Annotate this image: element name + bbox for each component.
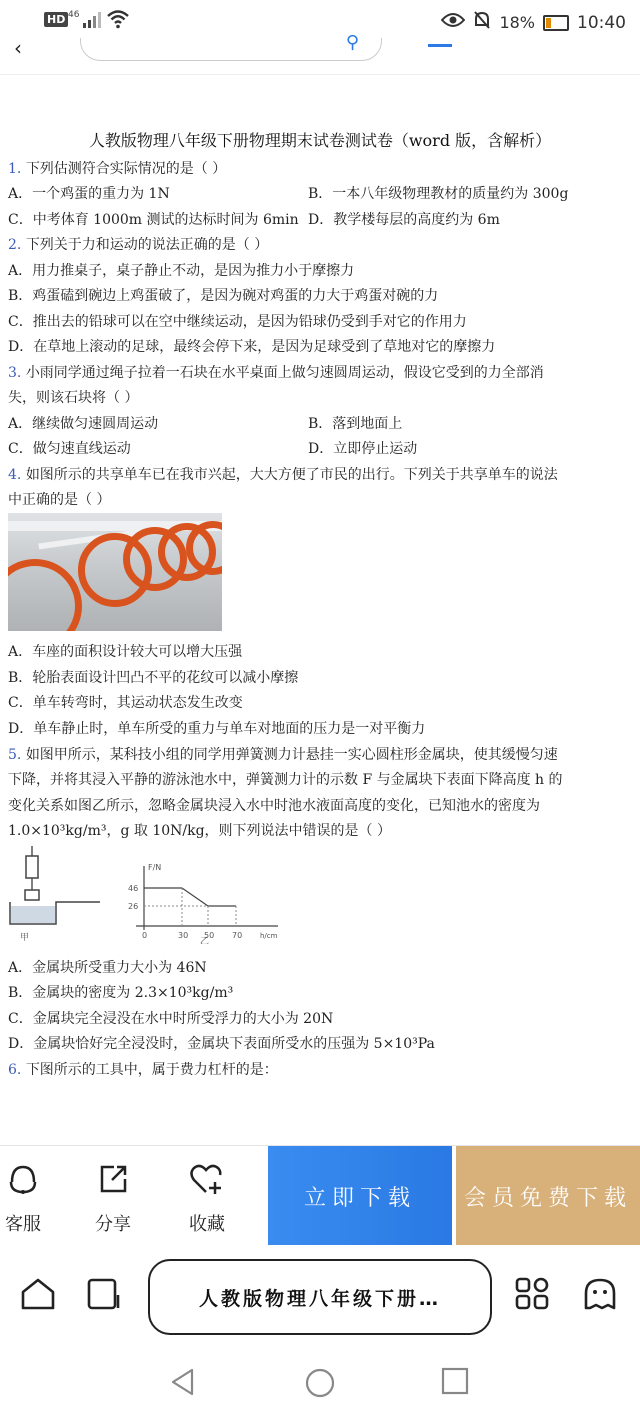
- option-line: C．中考体育 1000m 测试的达标时间为 6min: [8, 212, 299, 228]
- mute-bell-icon: [473, 10, 491, 35]
- wifi-icon: [106, 8, 130, 35]
- shared-bike-image: [8, 513, 222, 631]
- line-text: C．推出去的铅球可以在空中继续运动，是因为铅球仍受到手对它的作用力: [8, 314, 467, 330]
- hd-indicator: HD: [44, 12, 68, 27]
- clock: 10:40: [577, 12, 626, 33]
- line-text: 失，则该石块将（ ）: [8, 390, 139, 406]
- text-line: [8, 957, 207, 977]
- option-line: A．继续做匀速圆周运动: [8, 416, 159, 432]
- question-line: [8, 158, 226, 178]
- svg-text:50: 50: [204, 931, 215, 940]
- svg-text:26: 26: [128, 902, 139, 911]
- svg-text:0: 0: [142, 931, 148, 940]
- line-text: C．金属块完全浸没在水中时所受浮力的大小为 20N: [8, 1011, 334, 1027]
- download-button[interactable]: 立即下载: [268, 1146, 452, 1246]
- line-text: A．用力推桌子，桌子静止不动，是因为推力小于摩擦力: [8, 263, 355, 279]
- eye-comfort-icon: [441, 12, 465, 33]
- line-text: A．金属块所受重力大小为 46N: [8, 960, 207, 976]
- vip-download-button[interactable]: 会员免费下载: [456, 1146, 640, 1246]
- line-text: 中正确的是（ ）: [8, 492, 111, 508]
- line-text: 小雨同学通过绳子拉着一石块在水平桌面上做匀速圆周运动，假设它受到的力全部消: [25, 365, 544, 381]
- figure-label-jia: 甲: [20, 933, 30, 943]
- line-text: B．金属块的密度为 2.3×10³kg/m³: [8, 985, 234, 1001]
- line-text: A．车座的面积设计较大可以增大压强: [8, 644, 243, 660]
- share-label: 分享: [95, 1214, 131, 1235]
- share-icon: [68, 1162, 158, 1204]
- text-line: [8, 795, 540, 815]
- question-number: 6.: [8, 1062, 22, 1078]
- back-icon[interactable]: ‹: [14, 36, 22, 60]
- text-line: [8, 667, 298, 687]
- text-line: [8, 260, 354, 280]
- action-bar: [0, 1145, 640, 1246]
- text-line: [8, 1008, 333, 1028]
- line-text: 下列估测符合实际情况的是（ ）: [25, 161, 227, 177]
- question-number: 4.: [8, 467, 22, 483]
- option-line: D．教学楼每层的高度约为 6m: [308, 212, 500, 228]
- line-text: D．单车静止时，单车所受的重力与单车对地面的压力是一对平衡力: [8, 721, 426, 737]
- system-nav-bar: [0, 1345, 640, 1422]
- option-line: A．一个鸡蛋的重力为 1N: [8, 186, 170, 202]
- signal-icon: [82, 12, 102, 28]
- line-text: 变化关系如图乙所示，忽略金属块浸入水中时池水液面高度的变化，已知池水的密度为: [8, 798, 540, 814]
- network-type: 46: [68, 10, 80, 20]
- share-button[interactable]: [68, 1146, 158, 1246]
- text-line: [8, 387, 138, 407]
- line-text: 如图所示的共享单车已在我市兴起，大大方便了市民的出行。下列关于共享单车的说法: [25, 467, 558, 483]
- option-line: C．做匀速直线运动: [8, 441, 131, 457]
- text-line: [8, 641, 242, 661]
- question-number: 1.: [8, 161, 22, 177]
- battery-percent: 18%: [499, 13, 535, 32]
- line-text: B．鸡蛋磕到碗边上鸡蛋破了，是因为碗对鸡蛋的力大于鸡蛋对碗的力: [8, 288, 439, 304]
- line-text: 如图甲所示，某科技小组的同学用弹簧测力计悬挂一实心圆柱形金属块，使其缓慢匀速: [25, 747, 558, 763]
- option-line: B．落到地面上: [308, 416, 403, 432]
- system-back-icon[interactable]: [168, 1367, 198, 1404]
- search-box[interactable]: [80, 32, 382, 61]
- text-line: [8, 489, 110, 509]
- text-line: [8, 820, 391, 840]
- home-icon[interactable]: [20, 1277, 56, 1320]
- doc-title: 人教版物理八年级下册物理期末试卷测试卷（word 版，含解析）: [88, 131, 552, 150]
- service-label: 客服: [5, 1214, 41, 1235]
- search-icon[interactable]: ⚲: [345, 32, 359, 53]
- service-button[interactable]: [0, 1146, 68, 1246]
- question-line: [8, 744, 558, 764]
- question-number: 5.: [8, 747, 22, 763]
- line-text: 下降，并将其浸入平静的游泳池水中，弹簧测力计的示数 F 与金属块下表面下降高度 h 的: [8, 772, 563, 788]
- text-line: [8, 982, 233, 1002]
- text-line: [8, 769, 563, 789]
- text-line: [8, 285, 438, 305]
- tabs-icon[interactable]: [86, 1277, 122, 1320]
- favorite-button[interactable]: [162, 1146, 252, 1246]
- profile-ghost-icon[interactable]: [582, 1277, 618, 1320]
- system-recents-icon[interactable]: [441, 1367, 469, 1402]
- question-line: [8, 1059, 278, 1079]
- option-line: B．一本八年级物理教材的质量约为 300g: [308, 186, 569, 202]
- question-number: 2.: [8, 237, 22, 253]
- svg-text:70: 70: [232, 931, 243, 940]
- text-line: [8, 1033, 435, 1053]
- tab-indicator: [428, 44, 452, 47]
- apps-grid-icon[interactable]: [514, 1277, 550, 1320]
- text-line: [8, 336, 495, 356]
- svg-text:46: 46: [128, 884, 139, 893]
- spring-scale-figure: [6, 844, 296, 944]
- axis-y-label: F/N: [148, 863, 162, 872]
- heart-plus-icon: [162, 1162, 252, 1204]
- line-text: 1.0×10³kg/m³，g 取 10N/kg，则下列说法中错误的是（ ）: [8, 823, 392, 839]
- question-line: [8, 464, 558, 484]
- divider: [0, 74, 640, 75]
- line-text: B．轮胎表面设计凹凸不平的花纹可以减小摩擦: [8, 670, 299, 686]
- text-line: [8, 692, 243, 712]
- question-line: [8, 362, 544, 382]
- line-text: 下图所示的工具中，属于费力杠杆的是：: [25, 1062, 278, 1078]
- browser-nav-bar: [0, 1245, 640, 1345]
- battery-icon: [543, 15, 569, 31]
- browser-top-bar: [0, 32, 640, 74]
- line-text: C．单车转弯时，其运动状态发生改变: [8, 695, 243, 711]
- figure-label-yi: 乙: [200, 937, 210, 944]
- question-line: [8, 234, 268, 254]
- favorite-label: 收藏: [189, 1214, 225, 1235]
- system-home-icon[interactable]: [304, 1367, 336, 1406]
- line-text: 下列关于力和运动的说法正确的是（ ）: [25, 237, 269, 253]
- svg-text:h/cm: h/cm: [260, 932, 278, 940]
- text-line: [8, 718, 425, 738]
- address-bar[interactable]: 人教版物理八年级下册…: [148, 1259, 492, 1335]
- question-number: 3.: [8, 365, 22, 381]
- option-line: D．立即停止运动: [308, 441, 418, 457]
- line-text: D．在草地上滚动的足球，最终会停下来，是因为足球受到了草地对它的摩擦力: [8, 339, 496, 355]
- text-line: [8, 311, 467, 331]
- headset-icon: [0, 1162, 68, 1204]
- line-text: D．金属块恰好完全浸没时，金属块下表面所受水的压强为 5×10³Pa: [8, 1036, 435, 1052]
- svg-text:30: 30: [178, 931, 189, 940]
